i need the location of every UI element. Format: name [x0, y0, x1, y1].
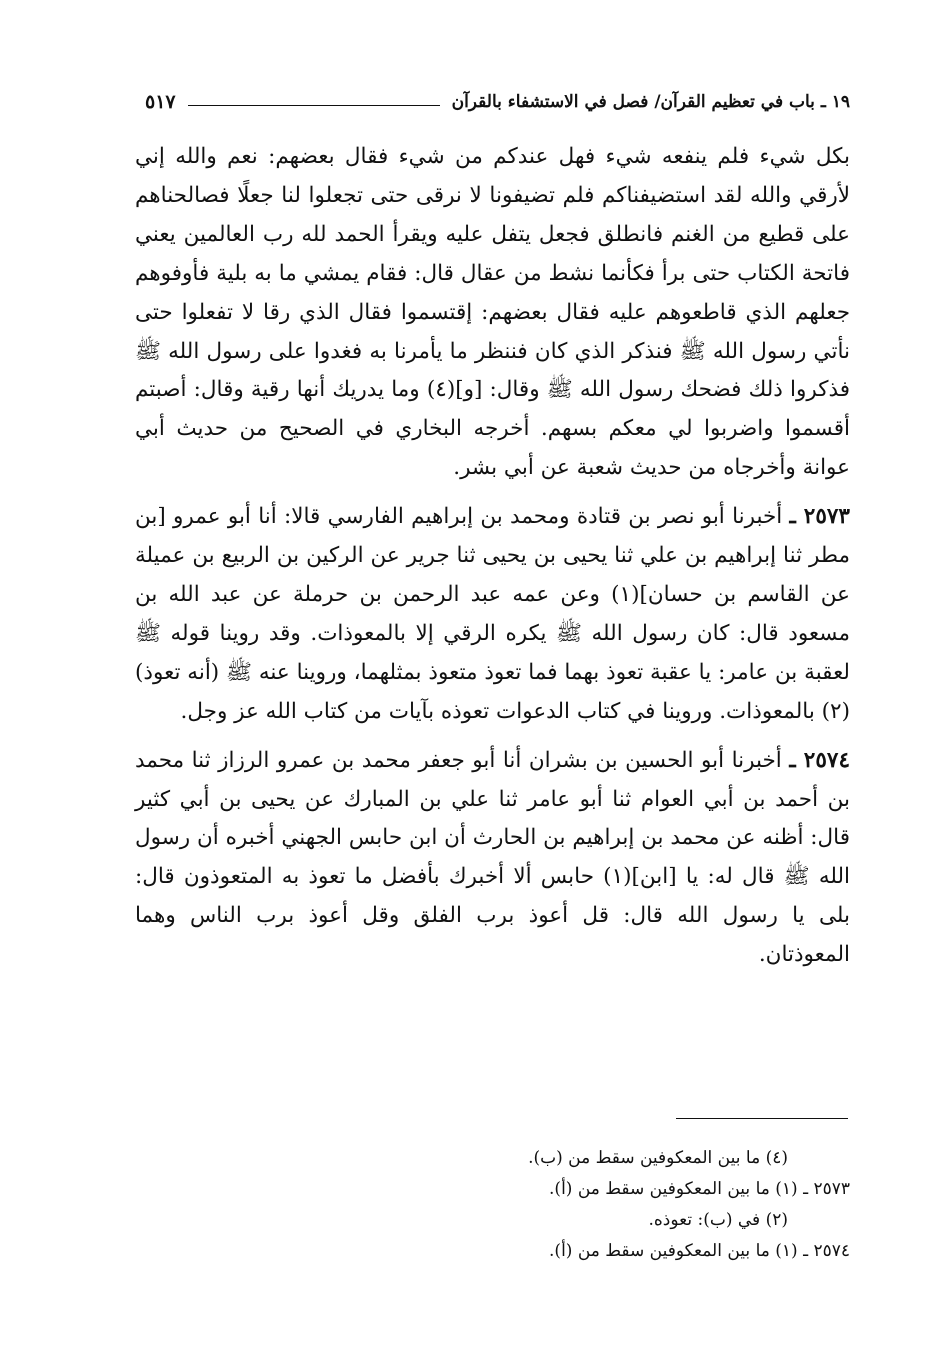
footnotes: [420, 1143, 850, 1267]
paragraph-text: أخبرنا أبو الحسين بن بشران أنا أبو جعفر محمد بن عمرو الرزاز ثنا محمد بن أحمد بن أبي العوام ثنا أبو عامر ثنا علي بن المبارك عن يحيى بن أبي كثير قال: أظنه عن محمد بن إبراهيم بن الحارث أن ابن حابس الجهني أخبره أن رسول الله ﷺ قال له: يا [ابن](١) حابس ألا أخبرك بأفضل ما تعوذ به المتعوذون قال: بلى يا رسول الله قال: قل أعوذ برب الفلق وقل أعوذ برب الناس وهما المعوذتان.: [135, 747, 850, 968]
footnote: ٢٥٧٣ ـ (١) ما بين المعكوفين سقط من (أ).: [549, 1179, 850, 1199]
hadith-number: ٢٥٧٤ ـ: [789, 747, 850, 773]
footnote: ٢٥٧٤ ـ (١) ما بين المعكوفين سقط من (أ).: [549, 1241, 850, 1261]
footnote: (٢) في (ب): تعوذه.: [648, 1210, 788, 1230]
footnote: (٤) ما بين المعكوفين سقط من (ب).: [528, 1148, 788, 1168]
paragraph-continuation: [135, 138, 850, 488]
hadith-2574: [135, 742, 850, 975]
footnote-separator: [676, 1118, 848, 1119]
chapter-title: ١٩ ـ باب في تعظيم القرآن/ فصل في الاستشفاء بالقرآن: [451, 92, 850, 112]
running-header: [145, 86, 850, 118]
hadith-2573: [135, 498, 850, 731]
paragraph-text: أخبرنا أبو نصر بن قتادة ومحمد بن إبراهيم الفارسي قالا: أنا أبو عمرو [بن مطر ثنا إبراهيم بن علي ثنا يحيى بن يحيى ثنا جرير عن الركين بن الربيع بن عميلة عن القاسم بن حسان](١) وعن عمه عبد الرحمن بن حرملة عن عبد الله بن مسعود قال: كان رسول الله ﷺ يكره الرقي إلا بالمعوذات. وقد روينا قوله ﷺ لعقبة بن عامر: يا عقبة تعوذ بهما فما تعوذ متعوذ بمثلهما، وروينا عنه ﷺ (أنه تعوذ)(٢) بالمعوذات. وروينا في كتاب الدعوات تعوذه بآيات من كتاب الله عز وجل.: [135, 504, 850, 724]
main-text: [135, 138, 850, 975]
header-rule: [188, 105, 440, 106]
paragraph-text: بكل شيء فلم ينفعه شيء فهل عندكم من شيء فقال بعضهم: نعم والله إني لأرقي والله لقد استضيفناكم فلم تضيفونا لا نرقى حتى تجعلوا لنا جعلًا فصالحناهم على قطيع من الغنم فانطلق فجعل يتفل عليه ويقرأ الحمد لله رب العالمين يعني فاتحة الكتاب حتى برأ فكأنما نشط من عقال قال: فقام يمشي ما به بلية فأوفوهم جعلهم الذي قاطعوهم عليه فقال بعضهم: إقتسموا فقال الذي رقا لا تفعلوا حتى نأتي رسول الله ﷺ فنذكر الذي كان فننظر ما يأمرنا به فغدوا على رسول الله ﷺ فذكروا ذلك فضحك رسول الله ﷺ وقال: [و](٤) وما يدريك أنها رقية وقال: أصبتم أقسموا واضربوا لي معكم بسهم. أخرجه البخاري في الصحيح من حديث أبي عوانة وأخرجاه من حديث شعبة عن أبي بشر.: [135, 144, 851, 481]
page-number: ٥١٧: [145, 91, 176, 113]
hadith-number: ٢٥٧٣ ـ: [789, 504, 850, 530]
